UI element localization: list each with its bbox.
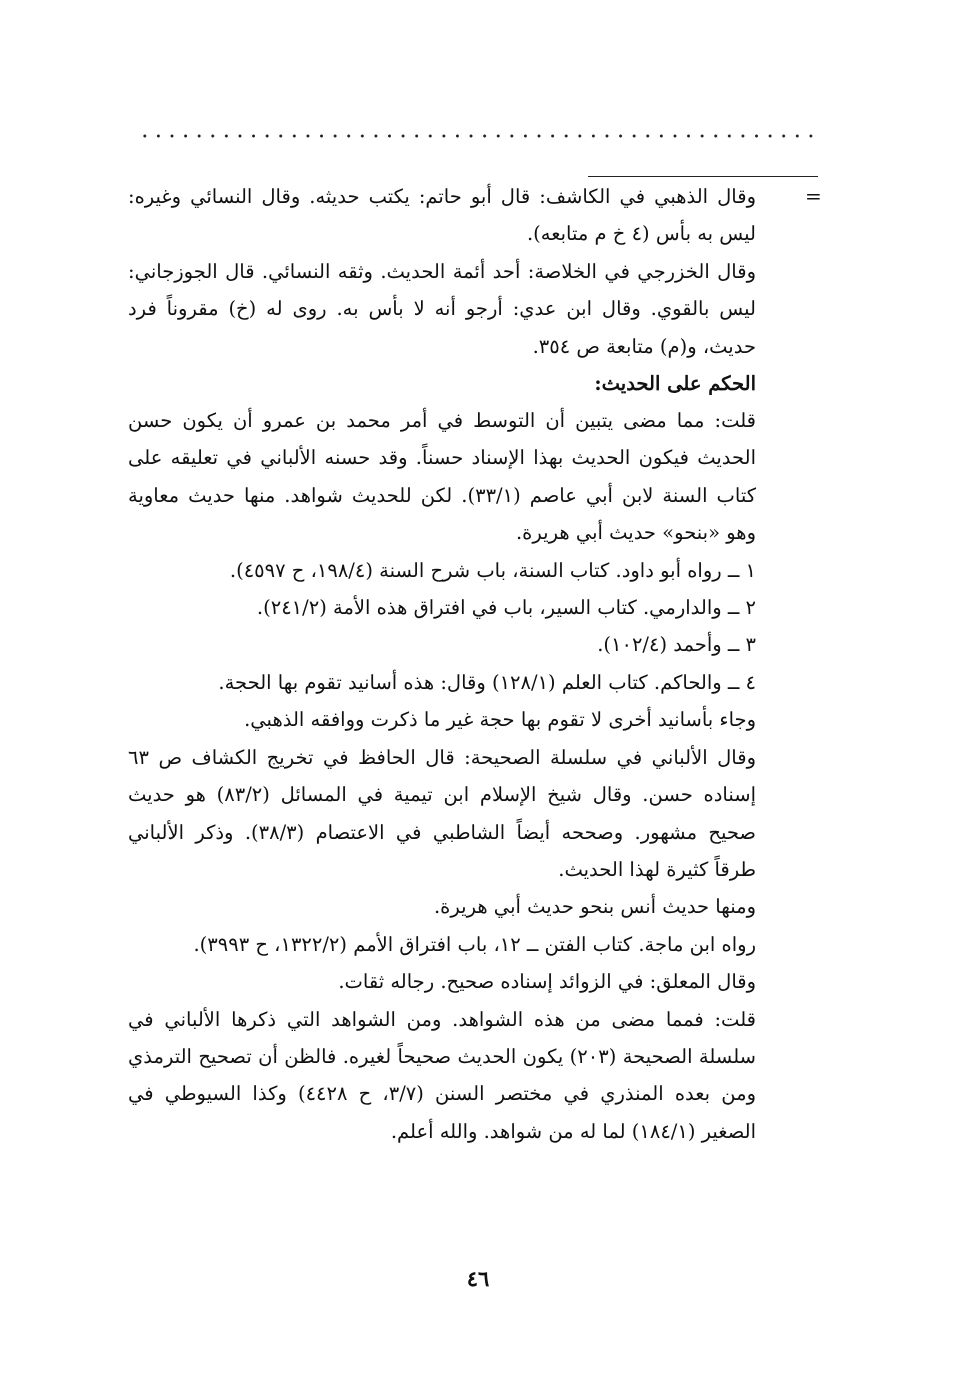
paragraph: رواه ابن ماجة. كتاب الفتن ــ ١٢، باب افتراق الأمم (١٣٢٢/٢، ح ٣٩٩٣). — [193, 932, 756, 956]
page-text — [128, 178, 756, 1150]
footnote-rule — [588, 176, 818, 177]
paragraph: قلت: مما مضى يتبين أن التوسط في أمر محمد بن عمرو أن يكون حسن الحديث فيكون الحديث بهذا الإسناد حسناً. وقد حسنه الألباني في تعليقه على كتاب السنة لابن أبي عاصم (٣٣/١). لكن للحديث شواهد. منها حديث معاوية وهو «بنحو» حديث أبي هريرة. — [128, 409, 756, 545]
section-heading: الحكم على الحديث: — [594, 372, 756, 396]
paragraph: وقال المعلق: في الزوائد إسناده صحيح. رجاله ثقات. — [338, 970, 756, 994]
paragraph: وجاء بأسانيد أخرى لا تقوم بها حجة غير ما ذكرت ووافقه الذهبي. — [244, 708, 756, 732]
list-item: ٤ ــ والحاكم. كتاب العلم (١٢٨/١) وقال: هذه أسانيد تقوم بها الحجة. — [218, 670, 756, 694]
page-number: ٤٦ — [466, 1266, 490, 1291]
dotted-separator — [138, 132, 818, 140]
paragraph: وقال الألباني في سلسلة الصحيحة: قال الحافظ في تخريج الكشاف ص ٦٣ إسناده حسن. وقال شيخ الإسلام ابن تيمية في المسائل (٨٣/٢) هو حديث صحيح مشهور. وصححه أيضاً الشاطبي في الاعتصام (٣٨/٣). وذكر الألباني طرقاً كثيرة لهذا الحديث. — [128, 745, 756, 881]
list-item: ١ ــ رواه أبو داود. كتاب السنة، باب شرح السنة (١٩٨/٤، ح ٤٥٩٧). — [229, 558, 756, 582]
paragraph: ومنها حديث أنس بنحو حديث أبي هريرة. — [433, 895, 756, 919]
paragraph-dhahabi: وقال الذهبي في الكاشف: قال أبو حاتم: يكتب حديثه. وقال النسائي وغيره: ليس به بأس (٤ خ م متابعه). — [128, 185, 756, 246]
list-item: ٣ ــ وأحمد (١٠٢/٤). — [597, 633, 756, 657]
list-item: ٢ ــ والدارمي. كتاب السير، باب في افتراق هذه الأمة (٢٤١/٢). — [256, 596, 756, 620]
paragraph: قلت: فمما مضى من هذه الشواهد. ومن الشواهد التي ذكرها الألباني في سلسلة الصحيحة (٢٠٣) يكون الحديث صحيحاً لغيره. فالظن أن تصحيح الترمذي ومن بعده المنذري في مختصر السنن (٣/٧، ح ٤٤٢٨) وكذا السيوطي في الصغير (١٨٤/١) لما له من شواهد. والله أعلم. — [128, 1007, 757, 1143]
paragraph-khazraji: وقال الخزرجي في الخلاصة: أحد أئمة الحديث. وثقه النسائي. قال الجوزجاني: ليس بالقوي. وقال ابن عدي: أرجو أنه لا بأس به. روى له (خ) مقروناً فرد حديث، و(م) متابعة ص ٣٥٤. — [128, 259, 756, 358]
continuation-mark: = — [805, 184, 822, 208]
